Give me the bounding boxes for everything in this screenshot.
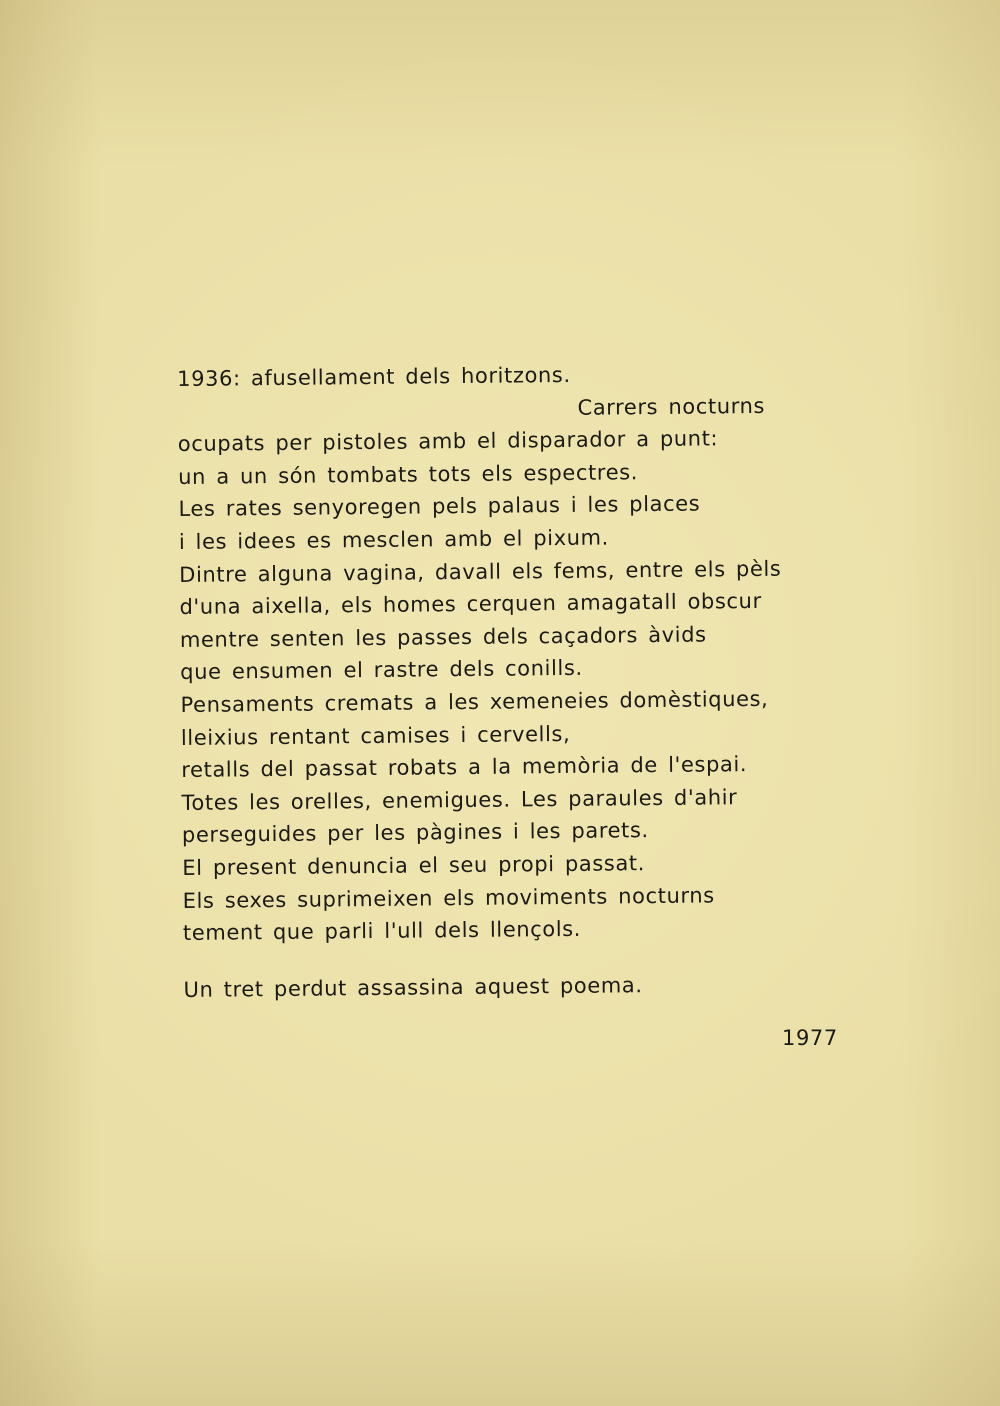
poem-line: Els sexes suprimeixen els moviments nocturns bbox=[182, 882, 715, 913]
poem-line: que ensumen el rastre dels conills. bbox=[180, 656, 583, 685]
poem-line: El present denuncia el seu propi passat. bbox=[182, 851, 646, 880]
poem-line: mentre senten les passes dels caçadors àvids bbox=[179, 622, 707, 652]
poem-line: 1936: afusellament dels horitzons. bbox=[177, 362, 571, 391]
poem-line: Les rates senyoregen pels palaus i les places bbox=[178, 491, 701, 522]
poem-year: 1977 bbox=[782, 1026, 838, 1050]
poem-line: lleixius rentant camises i cervells, bbox=[180, 721, 571, 750]
poem-line: Carrers nocturns bbox=[577, 393, 766, 420]
poem-line: perseguides per les pàgines i les parets. bbox=[181, 818, 649, 848]
poem-line: i les idees es mesclen amb el pixum. bbox=[178, 525, 610, 554]
poem-line: Pensaments cremats a les xemeneies domèstiques, bbox=[180, 686, 769, 717]
poem-line: d'una aixella, els homes cerquen amagatall obscur bbox=[179, 589, 762, 620]
poem-line: tement que parli l'ull dels llençols. bbox=[182, 916, 582, 946]
poem-line: un a un són tombats tots els espectres. bbox=[178, 459, 639, 489]
poem-line: Dintre alguna vagina, davall els fems, entre els pèls bbox=[179, 556, 782, 587]
poem-line: Totes les orelles, enemigues. Les paraules d'ahir bbox=[181, 784, 738, 815]
poem-closing-line: Un tret perdut assassina aquest poema. bbox=[183, 972, 643, 1002]
poem-line: retalls del passat robats a la memòria de l'espai. bbox=[181, 752, 748, 783]
poem bbox=[177, 356, 824, 1006]
poem-line: ocupats per pistoles amb el disparador a punt: bbox=[177, 426, 719, 457]
